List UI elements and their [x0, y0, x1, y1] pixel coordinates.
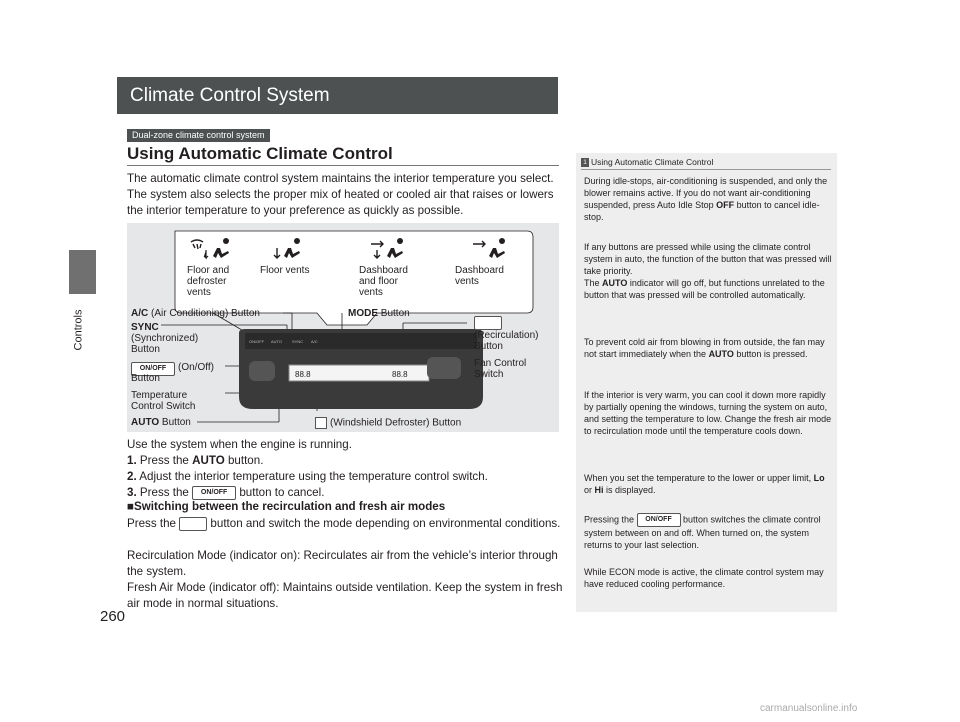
vent-label-floor: Floor vents	[260, 265, 310, 276]
sidebar-p2b: The AUTO indicator will go off, but functions unrelated to the button that was pressed will be controlled automatically.	[584, 278, 825, 300]
page-heading: Using Automatic Climate Control	[127, 144, 393, 163]
sidebar-p4: If the interior is very warm, you can cool it down more rapidly by partially opening the windows, turning the system on auto, and setting the temperature to low. Change the fresh air mode to recirculation mode until the temperature cools down.	[584, 390, 832, 436]
steps-intro: Use the system when the engine is running.	[127, 438, 352, 451]
callout-onoff-button-icon: ON/OFF	[131, 362, 175, 376]
dashboard-floor-vent-icon	[363, 236, 408, 266]
section-title-band	[117, 77, 558, 114]
defroster-icon	[315, 417, 327, 429]
climate-control-panel	[237, 327, 485, 412]
sidebar-heading: 1 Using Automatic Climate Control	[581, 157, 713, 167]
footer-watermark: carmanualsonline.info	[760, 703, 858, 714]
floor-defroster-vent-icon	[189, 236, 234, 266]
svg-text:SYNC: SYNC	[292, 339, 304, 344]
subsection-p1: Press the button and switch the mode depending on environmental conditions.	[127, 517, 561, 530]
callout-ac: A/C (Air Conditioning) Button	[131, 308, 260, 319]
chapter-label: Controls	[72, 309, 85, 351]
vent-label-dashboard: Dashboard vents	[455, 265, 504, 287]
callout-auto: AUTO Button	[131, 417, 191, 428]
sidebar-note	[576, 153, 837, 612]
callout-recirculation: (Recirculation) Button	[474, 330, 539, 352]
callout-fan: Fan Control Switch	[474, 358, 527, 380]
section-title: Climate Control System	[130, 85, 330, 106]
callout-mode: MODE Button	[348, 308, 410, 319]
recirculation-button-icon	[179, 517, 207, 531]
vent-label-dashboard-floor: Dashboard and floor vents	[359, 265, 408, 298]
step-2: 2. Adjust the interior temperature using the temperature control switch.	[127, 470, 488, 483]
sidebar-p3: To prevent cold air from blowing in from outside, the fan may not start immediately when the AUTO button is pressed.	[584, 337, 825, 359]
subsection-p3: Fresh Air Mode (indicator off): Maintains outside ventilation. Keep the system in fresh air mode in normal situations.	[127, 581, 563, 610]
heading-divider	[127, 165, 559, 166]
sidebar-p7: While ECON mode is active, the climate control system may have reduced cooling performance.	[584, 567, 824, 589]
step-1: 1. Press the AUTO button.	[127, 454, 264, 467]
svg-text:A/C: A/C	[311, 339, 318, 344]
floor-vent-icon	[260, 236, 305, 266]
recirculation-icon	[474, 316, 502, 330]
vent-label-floor-defroster: Floor and defroster vents	[187, 265, 230, 298]
svg-text:88.8: 88.8	[295, 370, 311, 379]
sidebar-p6: Pressing the ON/OFF button switches the climate control system between on and off. When turned on, the system returns to your last selection.	[584, 514, 821, 550]
dashboard-vent-icon	[465, 236, 510, 266]
sidebar-p1: During idle-stops, air-conditioning is suspended, and only the blower remains active. If you do not want air-conditioning suspended, press Auto Idle Stop OFF button to cancel idle-stop.	[584, 176, 828, 222]
page-number: 260	[100, 608, 126, 625]
callout-sync: SYNC (Synchronized) Button	[131, 322, 199, 355]
sidebar-p5: When you set the temperature to the lower or upper limit, Lo or Hi is displayed.	[584, 473, 825, 495]
onoff-button-icon: ON/OFF	[192, 486, 236, 500]
chapter-tab	[69, 250, 96, 294]
subsection-p2: Recirculation Mode (indicator on): Recirculates air from the vehicle’s interior through the system.	[127, 549, 558, 578]
svg-text:ON/OFF: ON/OFF	[249, 339, 265, 344]
step-3: 3. Press the ON/OFF button to cancel.	[127, 486, 325, 499]
intro-paragraph: The automatic climate control system maintains the interior temperature you select. The system also selects the proper mix of heated or cooled air that raises or lowers the interior temperature to your preference as quickly as possible.	[127, 172, 554, 217]
svg-text:AUTO: AUTO	[271, 339, 283, 344]
callout-defroster: (Windshield Defroster) Button	[315, 417, 461, 429]
onoff-button-icon: ON/OFF	[637, 513, 681, 527]
model-tag: Dual-zone climate control system	[127, 129, 270, 142]
sidebar-p2a: If any buttons are pressed while using the climate control system in auto, the function of the button that was pressed will take priority.	[584, 242, 832, 276]
subsection-heading: ■Switching between the recirculation and fresh air modes	[127, 500, 446, 513]
callout-temperature: Temperature Control Switch	[131, 390, 196, 412]
sidebar-divider	[581, 169, 831, 170]
callout-onoff: (On/Off) Button	[131, 362, 214, 384]
svg-text:88.8: 88.8	[392, 370, 408, 379]
